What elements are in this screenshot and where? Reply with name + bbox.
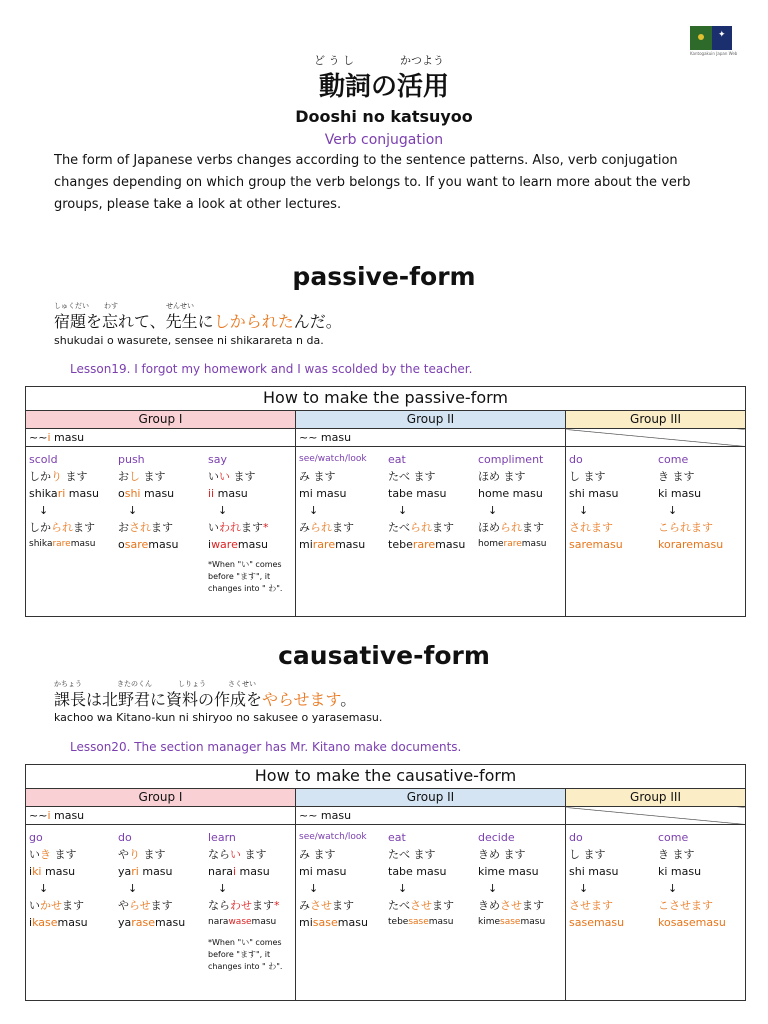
verb-eat: eat たべ ます tabe masu ↓ たべられます teberaremasu (388, 453, 466, 551)
verb-go: go いき ます iki masu ↓ いかせます ikasemasu (29, 831, 88, 929)
group2-cell (296, 825, 566, 1001)
causative-example-sentence: 課長は北野君に資料の作成をやらせます。 (54, 690, 357, 709)
verb-do: do し ます shi masu ↓ させます sasemasu (569, 831, 625, 929)
site-logo: ✦ Kantogakuin Japan Web (690, 26, 738, 58)
verb-come: come き ます ki masu ↓ こられます koraremasu (658, 453, 724, 551)
passive-example-romaji: shukudai o wasurete, sensee ni shikarareta n da. (54, 334, 324, 347)
verb-do: do やり ます yari masu ↓ やらせます yarasemasu (118, 831, 186, 929)
passive-lesson: Lesson19. I forgot my homework and I was scolded by the teacher. (70, 362, 473, 376)
passive-table-title: How to make the passive-form (26, 387, 746, 411)
causative-ruby-3: しりょう (178, 680, 206, 688)
passive-table (25, 386, 746, 617)
verb-see: see/watch/look み ます mi masu ↓ みられます miraremasu (299, 454, 367, 551)
causative-note: *When "い" comes before "ます", it changes into " わ". (208, 938, 283, 971)
verb-push: push おし ます oshi masu ↓ おされます osaremasu (118, 453, 179, 551)
group1-cell (26, 447, 296, 617)
logo-caption: Kantogakuin Japan Web (690, 51, 738, 56)
verb-come: come き ます ki masu ↓ こさせます kosasemasu (658, 831, 726, 929)
group3-stem (566, 807, 746, 825)
group2-cell (296, 447, 566, 617)
causative-example-romaji: kachoo wa Kitano-kun ni shiryoo no sakusee o yarasemasu. (54, 711, 383, 724)
group1-header: Group I (26, 411, 296, 429)
verb-compliment: compliment ほめ ます home masu ↓ ほめられます homeraremasu (478, 453, 547, 549)
causative-table (25, 764, 746, 1001)
causative-heading: causative-form (278, 641, 490, 670)
group1-cell (26, 825, 296, 1001)
verb-eat: eat たべ ます tabe masu ↓ たべさせます tebesasemasu (388, 831, 454, 927)
passive-example-sentence: 宿題を忘れて、先生にしかられたんだ。 (54, 312, 342, 331)
page-subtitle: Verb conjugation (324, 132, 444, 148)
page-title: 動詞の活用 (318, 72, 449, 102)
group3-header: Group III (566, 789, 746, 807)
group3-cell (566, 825, 746, 1001)
causative-lesson: Lesson20. The section manager has Mr. Kitano make documents. (70, 740, 462, 754)
group2-header: Group II (296, 789, 566, 807)
group1-stem: ~~i masu (26, 429, 296, 447)
group2-stem: ~~ masu (296, 807, 566, 825)
passive-ruby-3: せんせい (166, 302, 194, 310)
verb-see: see/watch/look み ます mi masu ↓ みさせます misasemasu (299, 832, 368, 929)
verb-say: say いい ます ii masu ↓ いわれます* iwaremasu (208, 453, 269, 551)
verb-decide: decide きめ ます kime masu ↓ きめさせます kimesasemasu (478, 831, 546, 927)
causative-table-title: How to make the causative-form (26, 765, 746, 789)
passive-ruby-1: しゅくだい (54, 302, 89, 310)
group3-stem (566, 429, 746, 447)
causative-ruby-1: かちょう (54, 680, 82, 688)
passive-note: *When "い" comes before "ます", it changes into " わ". (208, 560, 283, 593)
group2-stem: ~~ masu (296, 429, 566, 447)
verb-do: do し ます shi masu ↓ されます saremasu (569, 453, 623, 551)
causative-ruby-4: さくせい (228, 680, 256, 688)
title-ruby-right: かつよう (400, 54, 444, 67)
passive-ruby-2: わす (104, 302, 118, 310)
group3-cell (566, 447, 746, 617)
verb-scold: scold しかり ます shikari masu ↓ しかられます shikararemasu (29, 453, 99, 549)
passive-heading: passive-form (292, 262, 476, 291)
group2-header: Group II (296, 411, 566, 429)
page-title-romaji: Dooshi no katsuyoo (295, 107, 473, 126)
verb-learn: learn ならい ます narai masu ↓ ならわせます* narawasemasu (208, 831, 280, 927)
intro-text: The form of Japanese verbs changes according to the sentence patterns. Also, verb conjugation changes depending on which group the verb belongs to. If you want to learn more about the verb groups, please take a look at other lectures. (54, 153, 691, 212)
group1-stem: ~~i masu (26, 807, 296, 825)
causative-ruby-2: きたのくん (117, 680, 152, 688)
group1-header: Group I (26, 789, 296, 807)
group3-header: Group III (566, 411, 746, 429)
title-ruby-left: ど う し (314, 54, 354, 67)
